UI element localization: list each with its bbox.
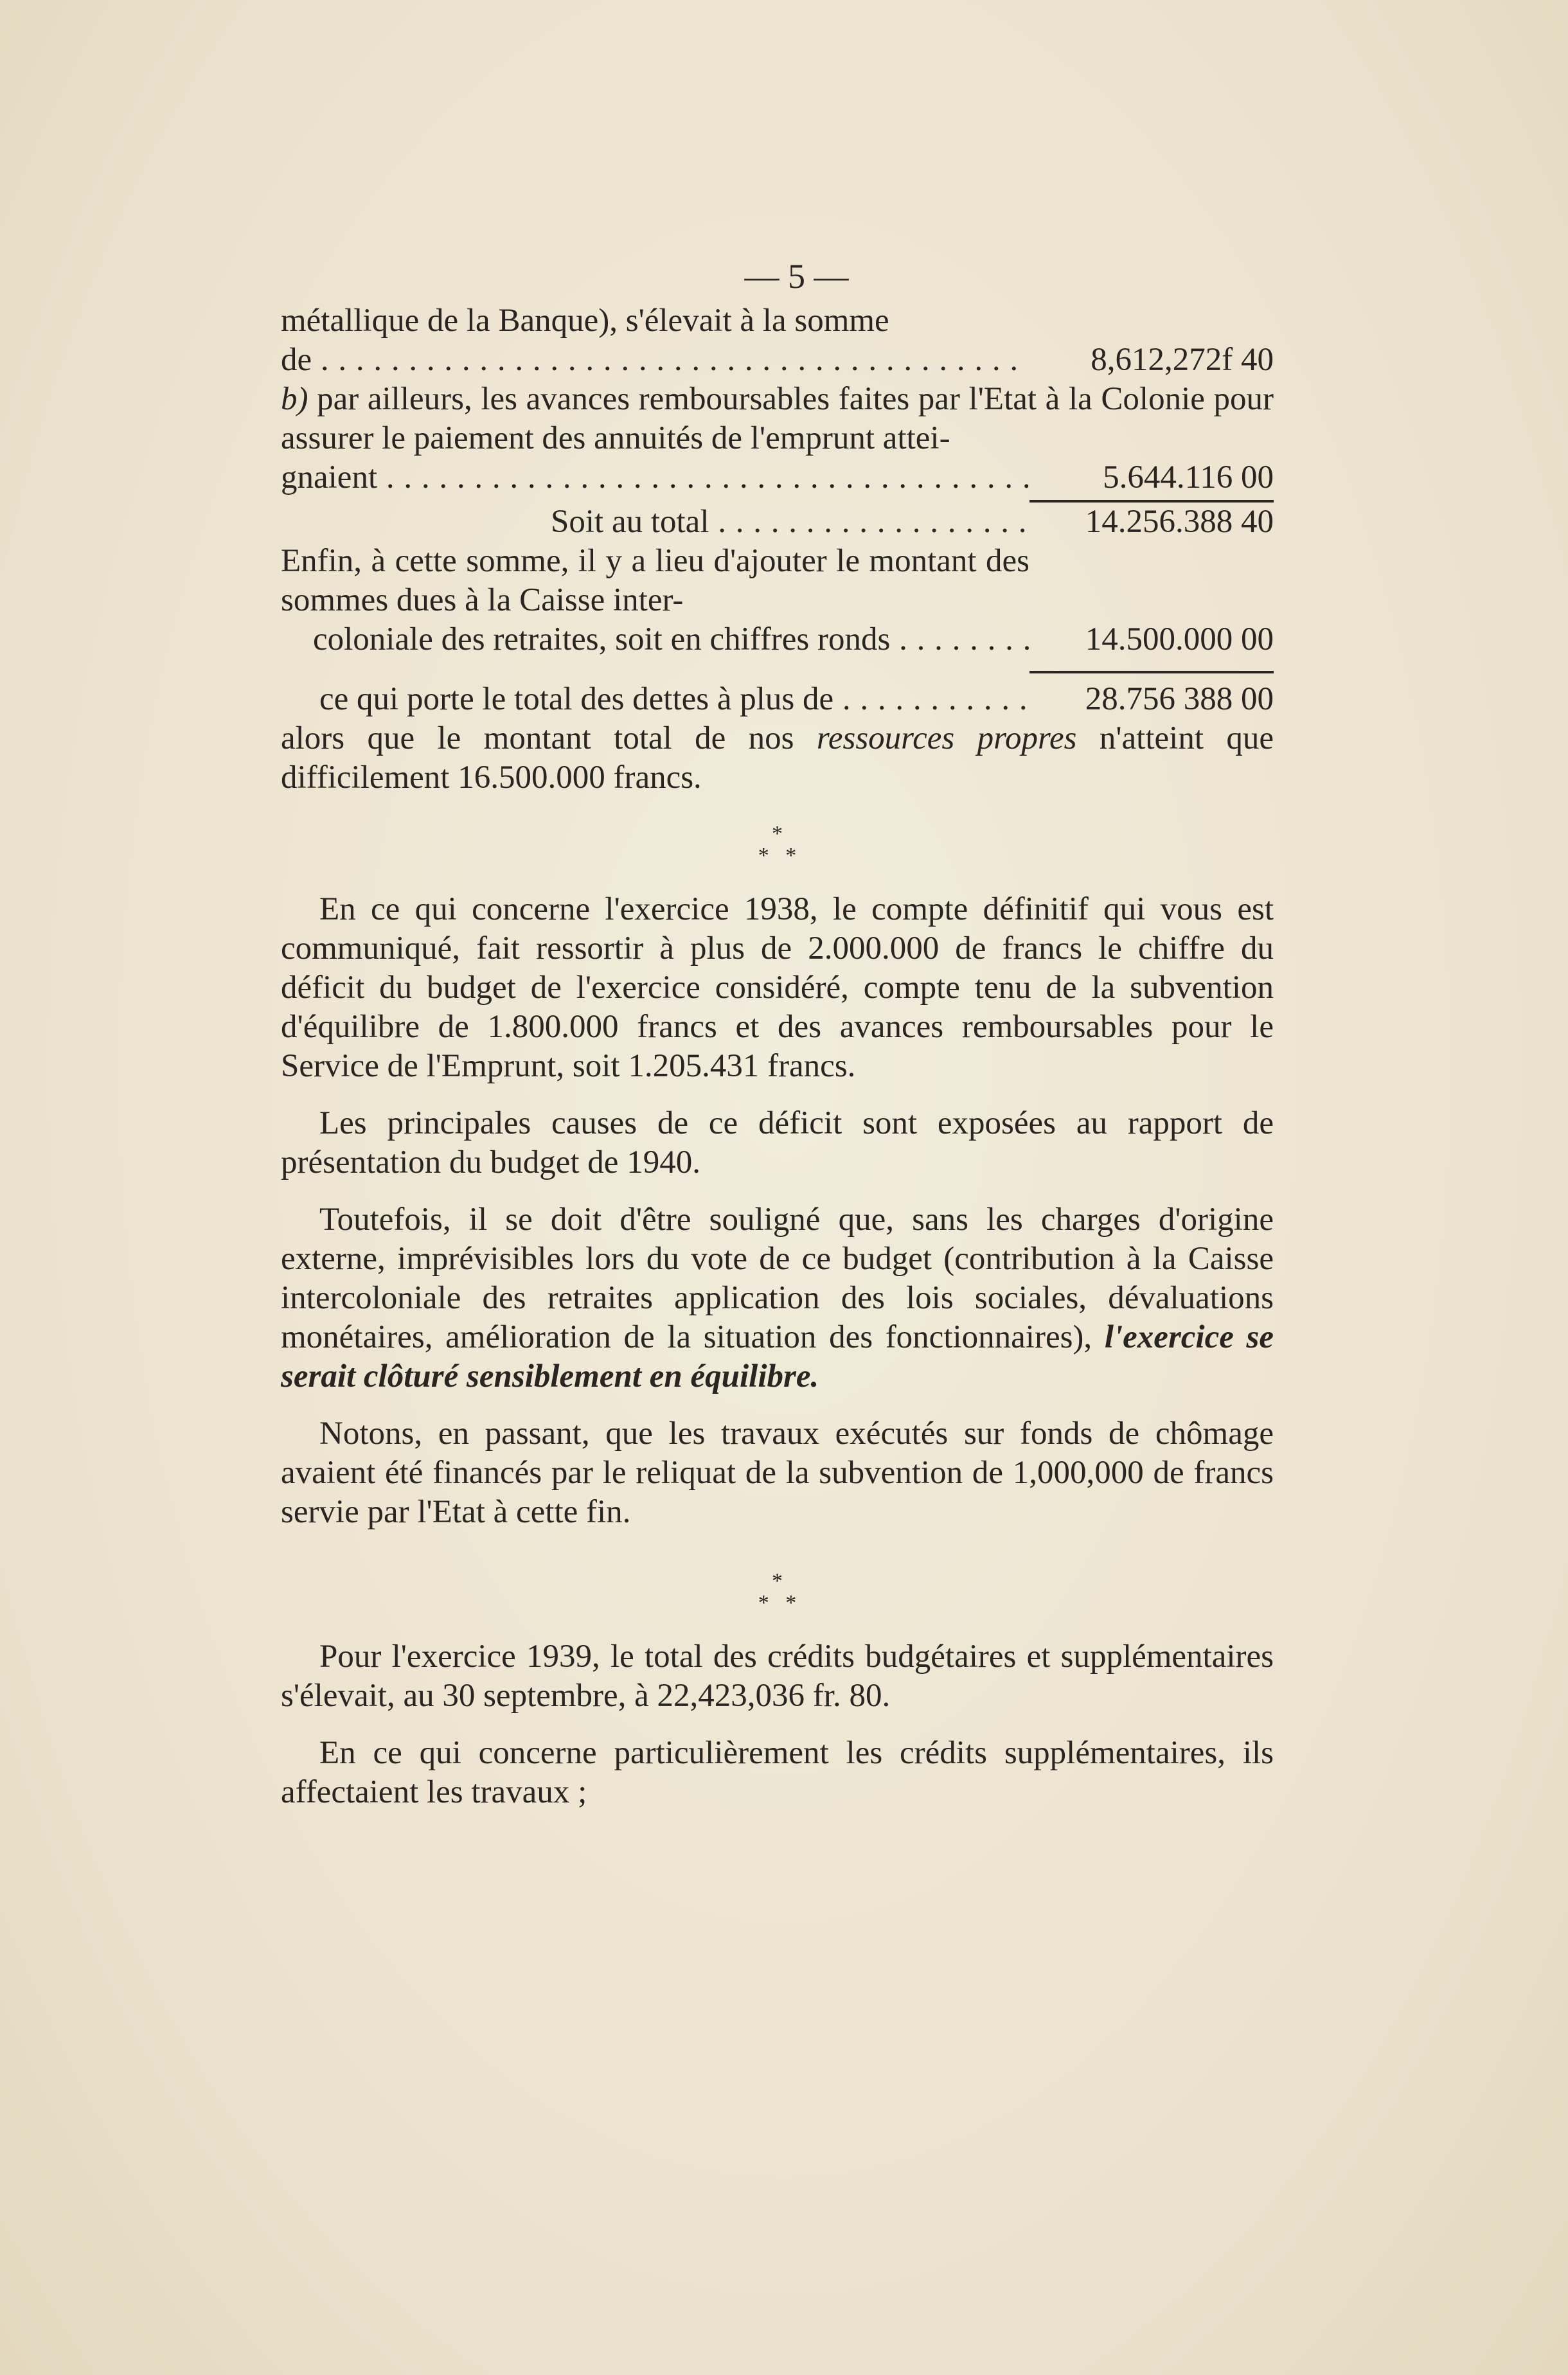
enfin-paragraph: Enfin, à cette somme, il y a lieu d'ajouter le montant des sommes dues à la Caisse inter- [281,543,1029,618]
total-row-2-label: ce qui porte le total des dettes à plus de . . . [319,680,1029,719]
amount-row-1-value: 8,612,272f 40 [1091,342,1274,378]
toutefois-text: Toutefois, il se doit d'être souligné que, sans les charges d'origine externe, imprévisibles lors du vote de ce budget (contribution à la Caisse intercoloniale des retraites application des lois sociales, dévaluations monétaires, amélioration de la situation des fonctionnaires), [281,1202,1274,1355]
separator-stars-bottom-2: * * [758,1591,797,1615]
total-row-1-label: Soit au total . . . [551,503,1029,542]
paragraph-credits: En ce qui concerne particulièrement les crédits supplémentaires, ils affectaient les travaux ; [281,1735,1274,1810]
alors-paragraph [281,719,1274,797]
paragraph-notons: Notons, en passant, que les travaux exécutés sur fonds de chômage avaient été financés par le reliquat de la subvention de 1,000,000 de francs servie par l'Etat à cette fin. [281,1416,1274,1530]
amount-row-1-label: de . . . [281,341,1029,380]
avances-text: par ailleurs, les avances remboursables faites par l'Etat à la Colonie pour assurer le paiement des annuités de l'emprunt attei- [281,381,1274,456]
paragraph-causes: Les principales causes de ce déficit sont exposées au rapport de présentation du budget de 1940. [281,1105,1274,1180]
total-row-1 [281,503,1274,542]
alors-text-2: n'atteint que difficilement 16.500.000 francs. [281,720,1274,796]
amount-row-2-label: gnaient . . . [281,458,1029,497]
sum-rule-2 [1029,671,1274,673]
page-content [281,257,1274,1812]
total-row-1-value: 14.256.388 40 [1085,504,1274,540]
separator-stars-bottom: * * [758,844,797,867]
section-separator-2 [281,1570,1274,1614]
page-number: — 5 — [744,257,849,296]
separator-star-top-2: * [772,1569,783,1593]
avances-paragraph [281,380,1274,458]
alors-italic: ressources propres [816,720,1077,756]
amount-row-2-value: 5.644.116 00 [1103,459,1274,495]
amount-row-3-label: coloniale des retraites, soit en chiffres ronds . . . [313,620,1029,659]
amount-row-1 [281,341,1274,380]
amount-row-2 [281,458,1274,497]
separator-star-top: * [772,822,783,846]
total-row-2-value: 28.756 388 00 [1085,681,1274,717]
toutefois-emphasis: l'exercice se serait clôturé sensiblement en équilibre. [281,1319,1274,1394]
amount-row-3 [281,620,1274,659]
total-row-2 [281,680,1274,719]
avances-prefix: b) [281,381,308,417]
section-separator-1 [281,823,1274,867]
paragraph-toutefois [281,1200,1274,1396]
paragraph-1938: En ce qui concerne l'exercice 1938, le compte définitif qui vous est communiqué, fait ressortir à plus de 2.000.000 de francs le chiffre du déficit du budget de l'exercice considéré, compte tenu de la subvention d'équilibre de 1.800.000 francs et des avances remboursables pour le Service de l'Emprunt, soit 1.205.431 francs. [281,891,1274,1084]
metallique-line: métallique de la Banque), s'élevait à la somme [281,303,889,339]
alors-text-1: alors que le montant total de nos [281,720,817,756]
amount-row-3-value: 14.500.000 00 [1085,621,1274,657]
paragraph-1939: Pour l'exercice 1939, le total des crédits budgétaires et supplémentaires s'élevait, au 30 septembre, à 22,423,036 fr. 80. [281,1639,1274,1714]
